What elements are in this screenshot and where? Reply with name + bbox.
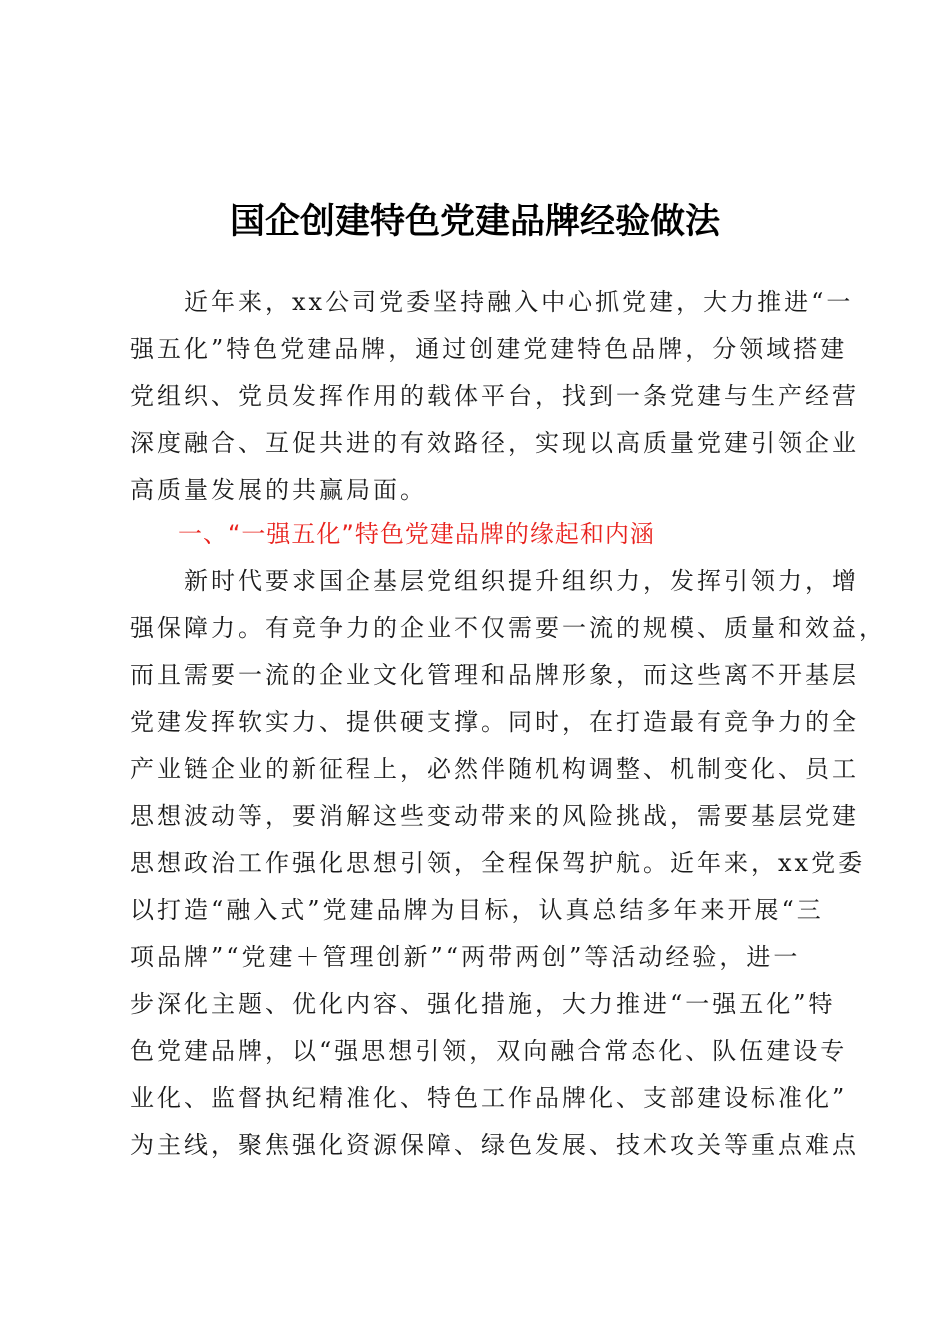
text-line: 党建发挥软实力、提供硬支撑。同时，在打造最有竞争力的全 (130, 708, 859, 736)
text-line: 强保障力。有竞争力的企业不仅需要一流的规模、质量和效益， (130, 614, 886, 642)
section-heading-1: 一、“一强五化”特色党建品牌的缘起和内涵 (178, 520, 655, 548)
text-line: 产业链企业的新征程上，必然伴随机构调整、机制变化、员工 (130, 755, 859, 783)
text-line: 思想波动等，要消解这些变动带来的风险挑战，需要基层党建 (130, 802, 859, 830)
text-line: 思想政治工作强化思想引领，全程保驾护航。近年来，xx党委 (130, 849, 866, 877)
text-line: 为主线，聚焦强化资源保障、绿色发展、技术攻关等重点难点 (130, 1131, 859, 1159)
text-line: 以打造“融入式”党建品牌为目标，认真总结多年来开展“三 (130, 896, 824, 924)
page-title: 国企创建特色党建品牌经验做法 (229, 201, 720, 242)
text-line: 色党建品牌，以“强思想引领，双向融合常态化、队伍建设专 (130, 1037, 848, 1065)
text-line: 深度融合、互促共进的有效路径，实现以高质量党建引领企业 (130, 429, 859, 457)
text-line: 近年来，xx公司党委坚持融入中心抓党建，大力推进“一 (130, 288, 854, 316)
text-line: 而且需要一流的企业文化管理和品牌形象，而这些离不开基层 (130, 661, 859, 689)
text-line: 业化、监督执纪精准化、特色工作品牌化、支部建设标准化” (130, 1084, 848, 1112)
text-line: 高质量发展的共赢局面。 (130, 476, 427, 504)
text-line: 党组织、党员发挥作用的载体平台，找到一条党建与生产经营 (130, 382, 859, 410)
text-line: 强五化”特色党建品牌，通过创建党建特色品牌，分领域搭建 (130, 335, 848, 363)
text-line: 新时代要求国企基层党组织提升组织力，发挥引领力，增 (130, 567, 859, 595)
paragraph-origin (130, 558, 886, 1169)
text-line: 步深化主题、优化内容、强化措施，大力推进“一强五化”特 (130, 990, 836, 1018)
text-line: 项品牌”“党建＋管理创新”“两带两创”等活动经验，进一 (130, 943, 801, 971)
paragraph-intro (130, 279, 859, 514)
